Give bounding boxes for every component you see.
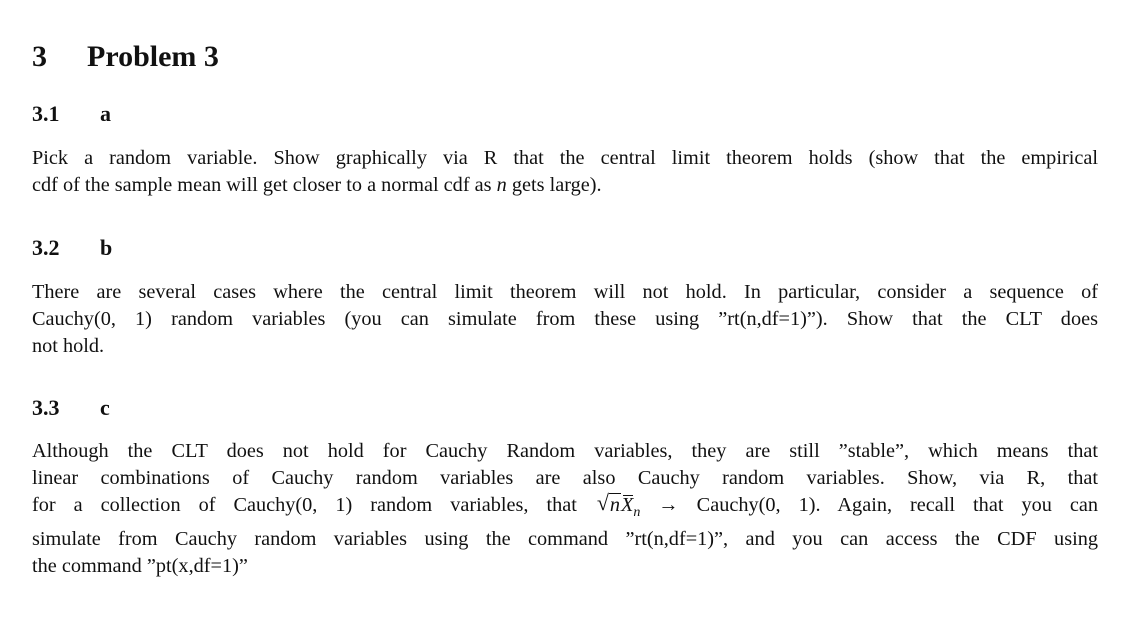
paragraph-line: not hold. bbox=[32, 335, 105, 357]
math-variable: X bbox=[621, 494, 634, 516]
radical-sign: √ bbox=[596, 490, 609, 515]
math-subscript: n bbox=[633, 505, 641, 521]
math-variable: n bbox=[496, 174, 507, 196]
subsection-title: b bbox=[100, 235, 113, 260]
subsection-title: a bbox=[100, 101, 111, 126]
paragraph-line: Pick a random variable. Show graphically via R that the central limit theorem holds (show that the empirical bbox=[32, 147, 1098, 169]
paragraph-3-2 bbox=[32, 279, 1098, 360]
text-run: for a collection of Cauchy(0, 1) random variables, that bbox=[32, 494, 577, 516]
overbar bbox=[623, 495, 633, 496]
paragraph-line bbox=[32, 172, 1098, 199]
paragraph-line: Although the CLT does not hold for Cauchy Random variables, they are still ”stable”, which means that bbox=[32, 440, 1098, 462]
text-run: cdf of the sample mean will get closer to a normal cdf as bbox=[32, 174, 492, 196]
paragraph-3-3 bbox=[32, 438, 1098, 580]
paragraph-line: Cauchy(0, 1) random variables (you can simulate from these using ”rt(n,df=1)”). Show that the CLT does bbox=[32, 308, 1098, 330]
paragraph-3-1 bbox=[32, 145, 1098, 199]
subsection-number: 3.1 bbox=[32, 101, 60, 126]
subsection-heading-3-3 bbox=[32, 395, 110, 421]
paragraph-line: There are several cases where the central limit theorem will not hold. In particular, consider a sequence of bbox=[32, 281, 1098, 303]
section-title: Problem 3 bbox=[87, 40, 219, 73]
paragraph-line: simulate from Cauchy random variables using the command ”rt(n,df=1)”, and you can access the CDF using bbox=[32, 528, 1098, 551]
paragraph-line: the command ”pt(x,df=1)” bbox=[32, 555, 248, 578]
subsection-heading-3-2 bbox=[32, 235, 112, 261]
subsection-title: c bbox=[100, 395, 110, 420]
section-number: 3 bbox=[32, 40, 47, 73]
sqrt-expression bbox=[597, 492, 621, 519]
subsection-heading-3-1 bbox=[32, 101, 111, 127]
text-run: gets large). bbox=[511, 174, 602, 196]
section-heading bbox=[32, 40, 219, 74]
sample-mean-symbol bbox=[621, 492, 633, 519]
paragraph-line: linear combinations of Cauchy random variables are also Cauchy random variables. Show, via R, that bbox=[32, 467, 1098, 489]
radicand: n bbox=[609, 494, 621, 516]
subsection-number: 3.2 bbox=[32, 235, 60, 260]
subsection-number: 3.3 bbox=[32, 395, 60, 420]
text-run: → Cauchy(0, 1). Again, recall that you can bbox=[658, 494, 1099, 516]
paragraph-line bbox=[32, 492, 1098, 526]
